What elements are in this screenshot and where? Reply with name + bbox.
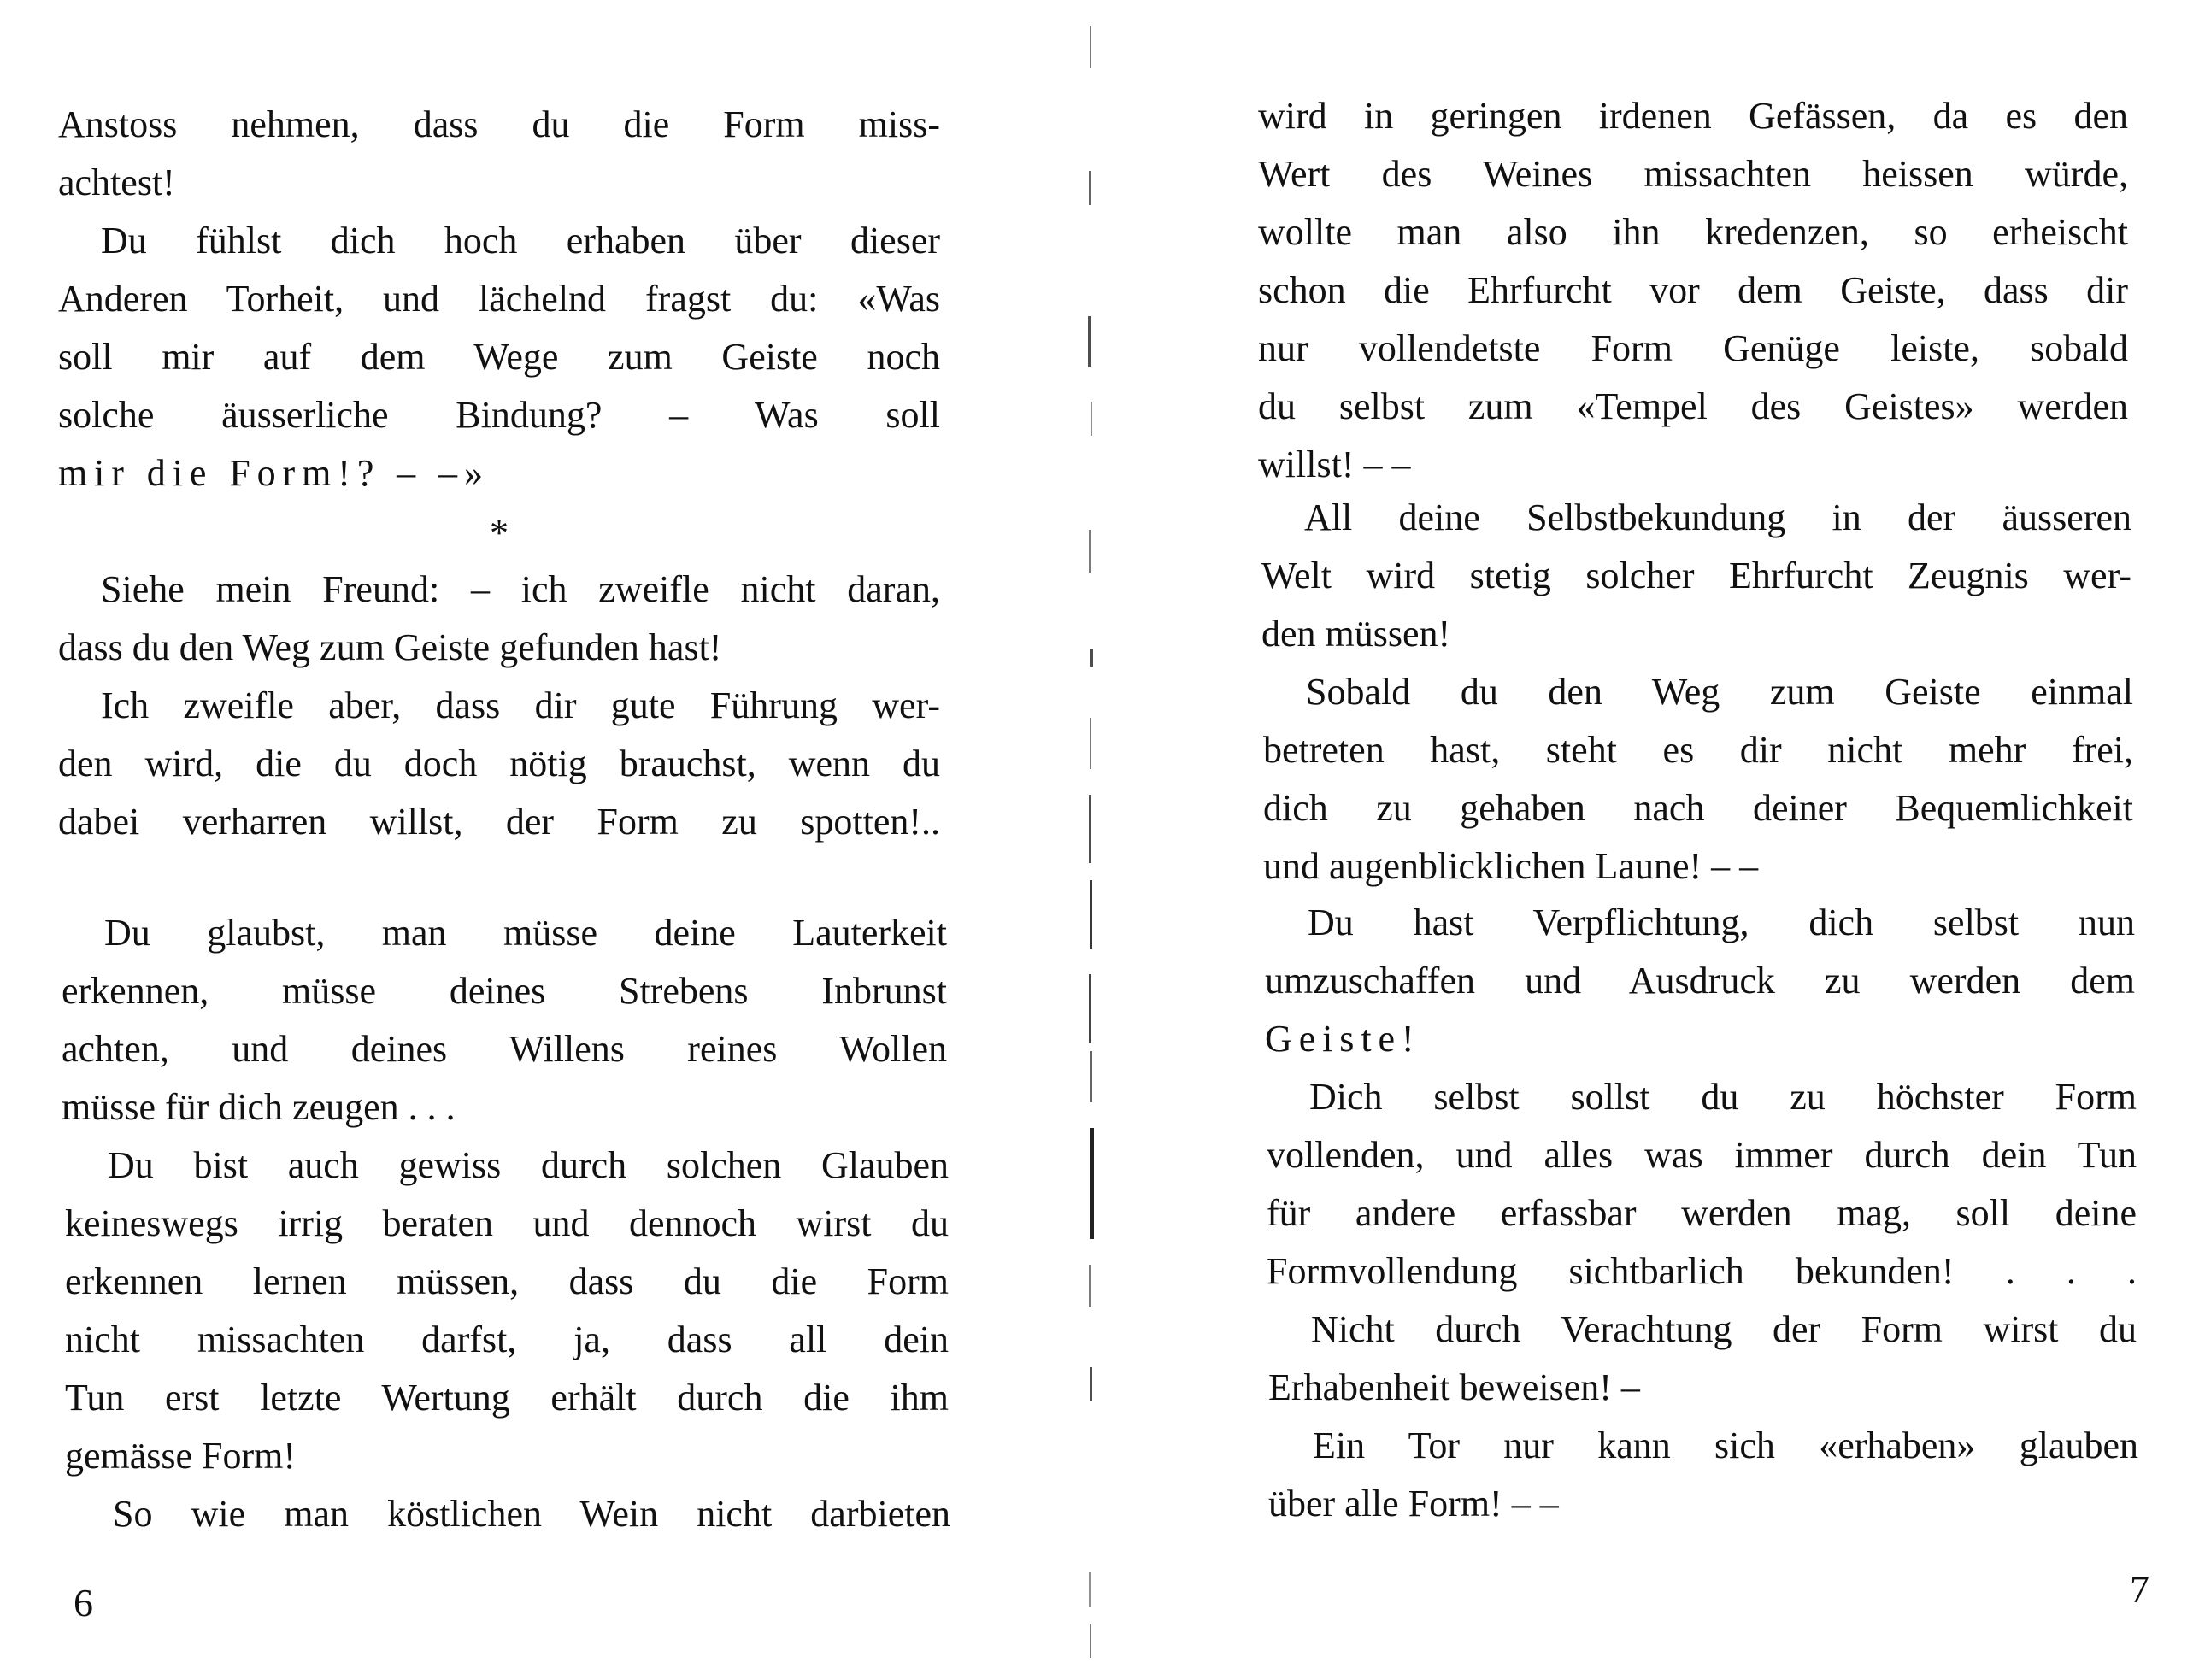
text-line: Ich zweifle aber, dass dir gute Führung wer-	[101, 684, 940, 726]
text-line: Du fühlst dich hoch erhaben über dieser	[101, 220, 940, 261]
text-line: und augenblicklichen Laune! – –	[1263, 845, 1759, 887]
text-line: achtest!	[58, 162, 175, 203]
text-line: Anderen Torheit, und lächelnd fragst du: «Was	[58, 278, 940, 320]
text-line: Geiste!	[1265, 1018, 1421, 1060]
page-number: 6	[74, 1581, 93, 1624]
text-line: wird in geringen irdenen Gefässen, da es den	[1258, 95, 2128, 137]
text-line: schon die Ehrfurcht vor dem Geiste, dass dir	[1258, 269, 2128, 311]
text-line: Du hast Verpflichtung, dich selbst nun	[1308, 902, 2135, 943]
book-gutter	[1079, 0, 1104, 1680]
text-line: vollenden, und alles was immer durch dein Tun	[1267, 1134, 2137, 1176]
text-line: über alle Form! – –	[1268, 1483, 1559, 1524]
text-line: Du bist auch gewiss durch solchen Glauben	[108, 1144, 949, 1186]
text-line: wollte man also ihn kredenzen, so erheischt	[1258, 211, 2128, 253]
text-line: nicht missachten darfst, ja, dass all dein	[65, 1319, 949, 1360]
section-divider-asterisk: *	[490, 512, 509, 554]
text-line: Sobald du den Weg zum Geiste einmal	[1306, 671, 2133, 713]
text-line: Tun erst letzte Wertung erhält durch die ihm	[65, 1377, 949, 1419]
text-line: dass du den Weg zum Geiste gefunden hast!	[58, 626, 722, 668]
text-line: nur vollendetste Form Genüge leiste, sobald	[1258, 327, 2128, 369]
text-line: erkennen, müsse deines Strebens Inbrunst	[62, 970, 947, 1012]
text-line: So wie man köstlichen Wein nicht darbieten	[113, 1493, 950, 1535]
text-line: Formvollendung sichtbarlich bekunden! . . .	[1267, 1250, 2137, 1292]
text-line: Siehe mein Freund: – ich zweifle nicht daran,	[101, 568, 940, 610]
text-line: soll mir auf dem Wege zum Geiste noch	[58, 336, 940, 378]
text-line: dabei verharren willst, der Form zu spotten!..	[58, 801, 940, 843]
text-line: solche äusserliche Bindung? – Was soll	[58, 394, 940, 436]
text-line: den müssen!	[1261, 613, 1451, 655]
text-line: den wird, die du doch nötig brauchst, wenn du	[58, 743, 940, 784]
text-line: mir die Form!? – –»	[58, 452, 490, 494]
text-line: Welt wird stetig solcher Ehrfurcht Zeugnis wer-	[1261, 555, 2132, 596]
text-line: dich zu gehaben nach deiner Bequemlichkeit	[1263, 787, 2133, 829]
text-line: erkennen lernen müssen, dass du die Form	[65, 1260, 949, 1302]
text-line: gemässe Form!	[65, 1435, 297, 1477]
text-line: Ein Tor nur kann sich «erhaben» glauben	[1313, 1424, 2138, 1466]
text-line: du selbst zum «Tempel des Geistes» werden	[1258, 385, 2128, 427]
text-line: umzuschaffen und Ausdruck zu werden dem	[1265, 960, 2135, 1002]
text-line: müsse für dich zeugen . . .	[62, 1086, 456, 1128]
text-line: betreten hast, steht es dir nicht mehr frei,	[1263, 729, 2133, 771]
text-line: für andere erfassbar werden mag, soll deine	[1267, 1192, 2137, 1234]
text-line: keineswegs irrig beraten und dennoch wirst du	[65, 1202, 949, 1244]
text-line: willst! – –	[1258, 443, 1411, 485]
text-line: achten, und deines Willens reines Wollen	[62, 1028, 947, 1070]
left-page	[0, 0, 1085, 1680]
text-line: Dich selbst sollst du zu höchster Form	[1309, 1076, 2137, 1118]
text-line: Wert des Weines missachten heissen würde,	[1258, 153, 2128, 195]
text-line: Nicht durch Verachtung der Form wirst du	[1311, 1308, 2137, 1350]
page-number: 7	[2130, 1567, 2149, 1611]
text-line: All deine Selbstbekundung in der äusseren	[1304, 496, 2132, 538]
right-page	[1102, 0, 2205, 1680]
text-line: Du glaubst, man müsse deine Lauterkeit	[104, 912, 947, 954]
text-line: Erhabenheit beweisen! –	[1268, 1366, 1640, 1408]
text-line: Anstoss nehmen, dass du die Form miss-	[58, 103, 940, 145]
